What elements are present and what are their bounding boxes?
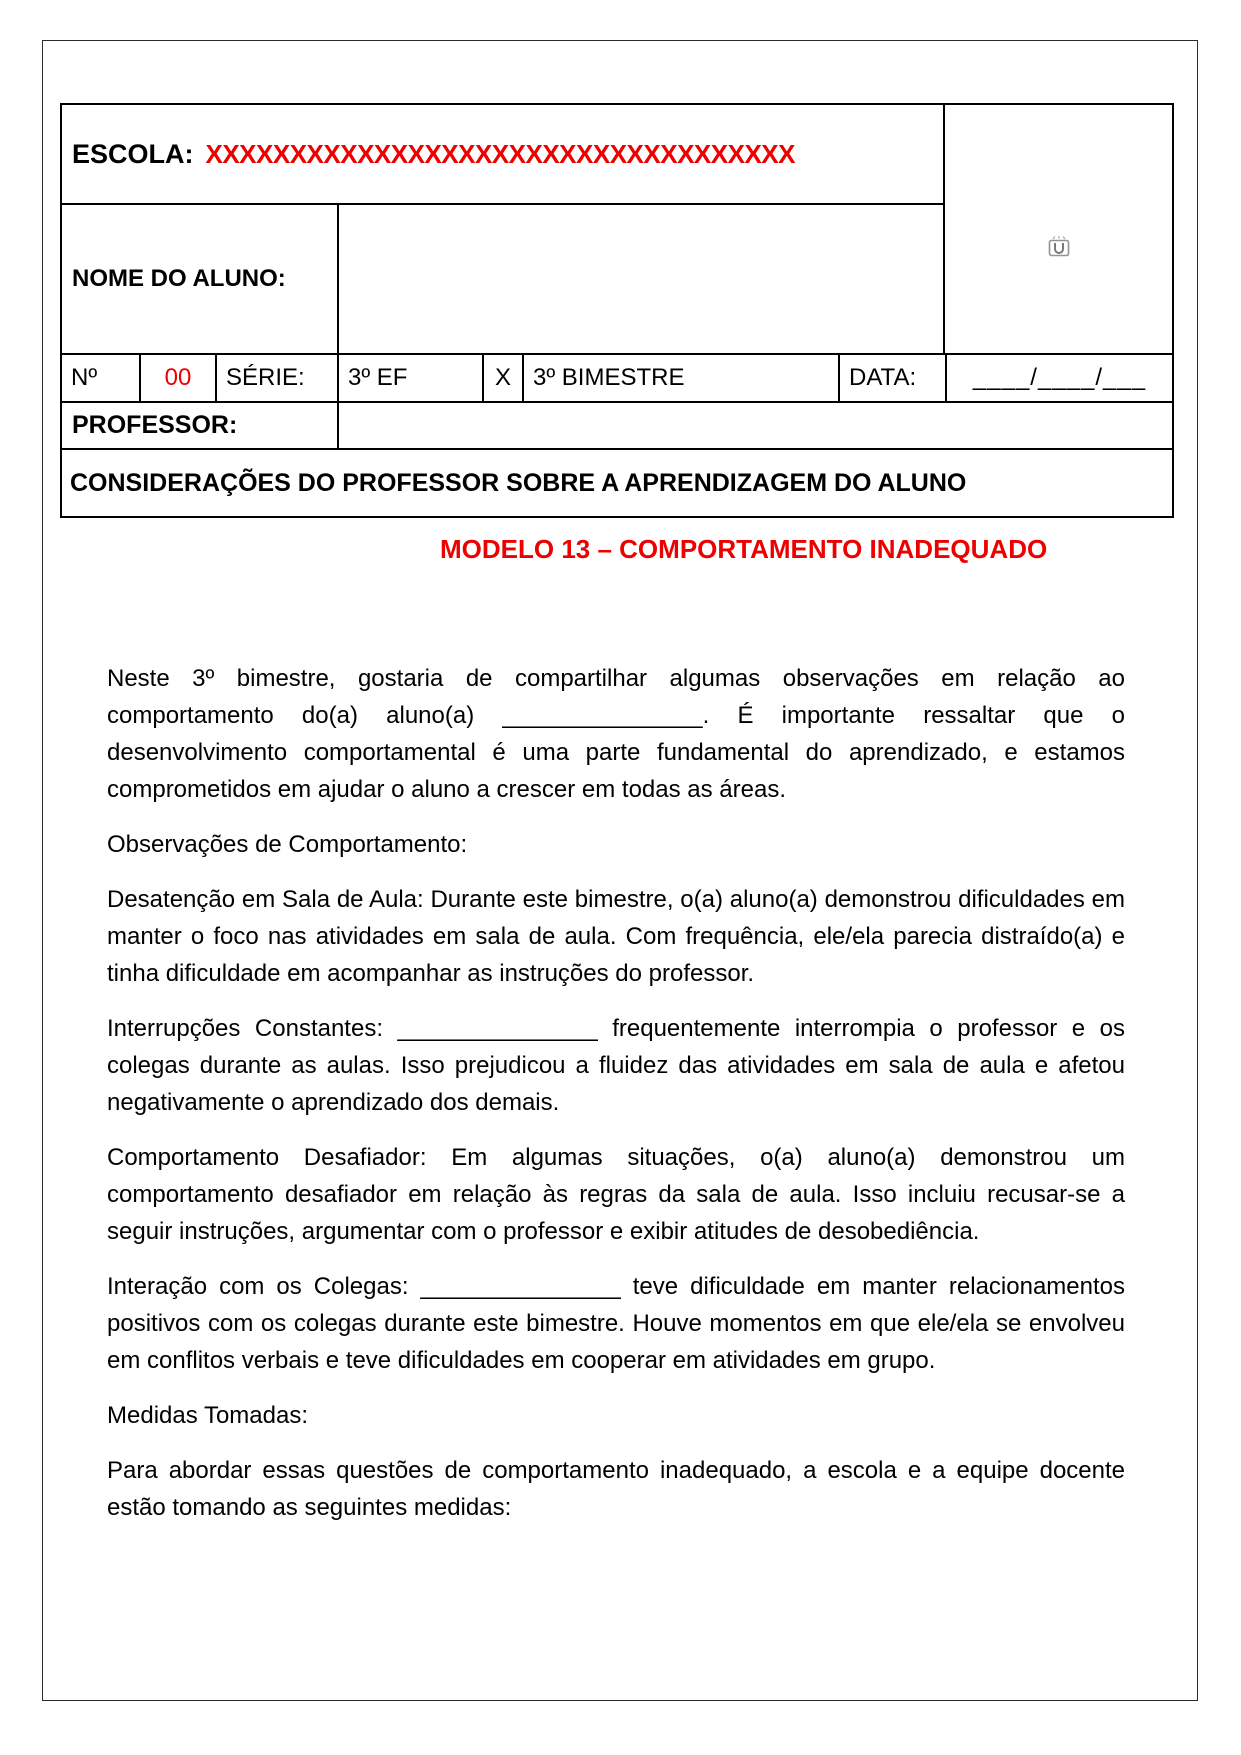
numero-value-cell: 00 xyxy=(141,355,217,401)
header-table xyxy=(60,103,1174,518)
numero-label-cell: Nº xyxy=(62,355,141,401)
serie-label-cell: SÉRIE: xyxy=(217,355,339,401)
serie-value-cell: 3º EF xyxy=(339,355,484,401)
professor-row xyxy=(62,403,1172,450)
consideracoes-label: CONSIDERAÇÕES DO PROFESSOR SOBRE A APRENDIZAGEM DO ALUNO xyxy=(70,468,967,497)
header-table-top-left xyxy=(62,105,945,353)
bimestre-check-cell: X xyxy=(484,355,524,401)
bimestre-value-cell: 3º BIMESTRE xyxy=(524,355,840,401)
paragraph-desatencao: Desatenção em Sala de Aula: Durante este bimestre, o(a) aluno(a) demonstrou dificuldades em manter o foco nas atividades em sala de aula. Com frequência, ele/ela parecia distraído(a) e tinha dificuldade em acompanhar as instruções do professor. xyxy=(107,886,1125,987)
nome-row xyxy=(62,205,943,353)
nome-label-cell xyxy=(62,205,339,353)
heading-medidas: Medidas Tomadas: xyxy=(107,1402,308,1429)
nome-label: NOME DO ALUNO: xyxy=(72,265,286,292)
data-value-cell: ____/____/___ xyxy=(972,364,1147,391)
consideracoes-row xyxy=(62,450,1172,516)
data-label-cell: DATA: xyxy=(840,355,947,401)
paragraph-intro: Neste 3º bimestre, gostaria de compartilhar algumas observações em relação ao comportamento do(a) aluno(a) _______________. É importante ressaltar que o desenvolvimento comportamental é uma parte fundamental do aprendizado, e estamos comprometidos em ajudar o aluno a crescer em todas as áreas. xyxy=(107,665,1125,803)
paragraph-interacao: Interação com os Colegas: _______________ teve dificuldade em manter relacionamentos positivos com os colegas durante este bimestre. Houve momentos em que ele/ela se envolveu em conflitos verbais e teve dificuldades em cooperar em atividades em grupo. xyxy=(107,1273,1125,1374)
logo-cell xyxy=(945,105,1172,353)
paragraph-medidas-intro: Para abordar essas questões de comportamento inadequado, a escola e a equipe docente estão tomando as seguintes medidas: xyxy=(107,1457,1125,1521)
nome-value-field xyxy=(339,205,943,353)
info-row xyxy=(62,355,1172,403)
escola-row xyxy=(62,105,943,205)
professor-value-field xyxy=(339,403,1172,448)
model-title: MODELO 13 – COMPORTAMENTO INADEQUADO xyxy=(440,534,1048,564)
school-logo-icon xyxy=(1046,233,1072,264)
heading-observacoes: Observações de Comportamento: xyxy=(107,831,468,858)
paragraph-desafiador: Comportamento Desafiador: Em algumas situações, o(a) aluno(a) demonstrou um comportamento desafiador em relação às regras da sala de aula. Isso incluiu recusar-se a seguir instruções, argumentar com o professor e exibir atitudes de desobediência. xyxy=(107,1144,1125,1245)
professor-label-cell: PROFESSOR: xyxy=(62,403,339,448)
escola-value: XXXXXXXXXXXXXXXXXXXXXXXXXXXXXXXXXXX xyxy=(205,138,795,169)
document-body xyxy=(107,660,1125,1544)
escola-label: ESCOLA: xyxy=(72,138,194,169)
header-table-top-section xyxy=(62,105,1172,355)
paragraph-interrupcoes: Interrupções Constantes: _______________ frequentemente interrompia o professor e os colegas durante as aulas. Isso prejudicou a fluidez das atividades em sala de aula e afetou negativamente o aprendizado dos demais. xyxy=(107,1015,1125,1116)
